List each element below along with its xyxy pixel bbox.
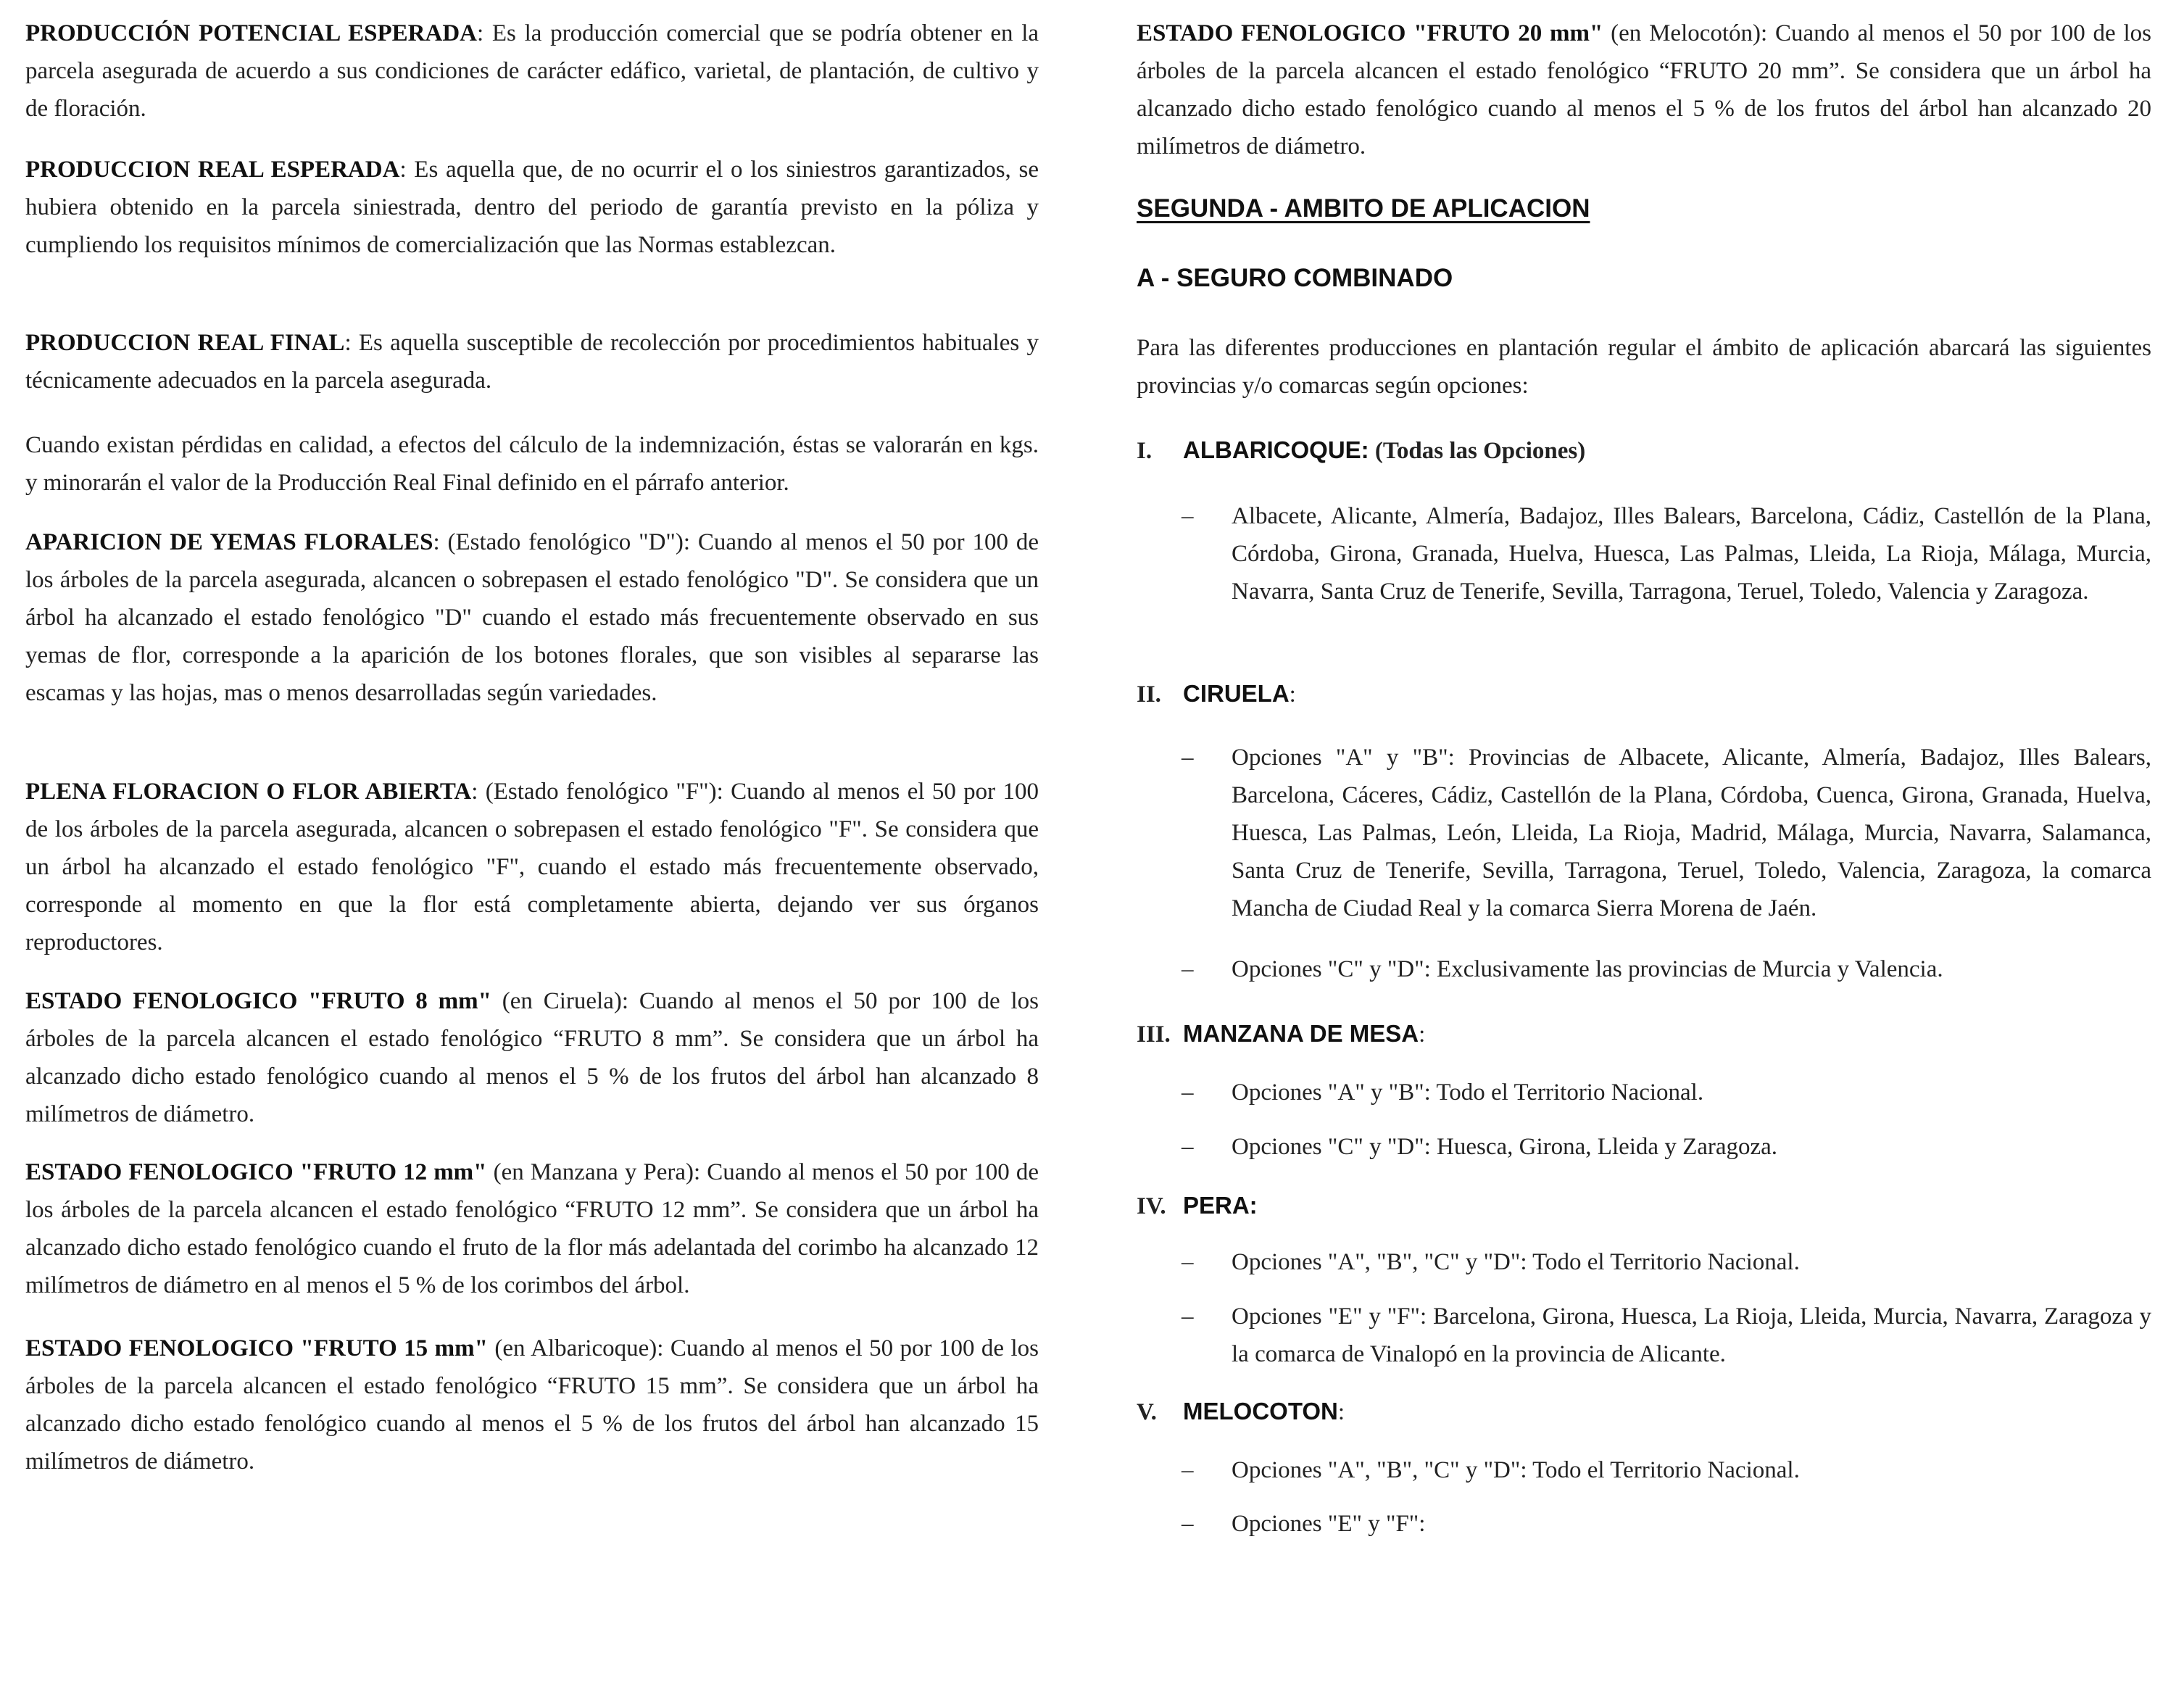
section-number: IV.: [1137, 1193, 1166, 1219]
subsection-title: A - SEGURO COMBINADO: [1137, 264, 1453, 292]
list-item: [1182, 1128, 2151, 1166]
section-name: MELOCOTON: [1183, 1398, 1338, 1425]
term: PRODUCCIÓN POTENCIAL ESPERADA: [25, 20, 477, 46]
list-item-text: Opciones "A", "B", "C" y "D": Todo el Territorio Nacional.: [1232, 1457, 1800, 1483]
list-item-text: Opciones "A", "B", "C" y "D": Todo el Territorio Nacional.: [1232, 1249, 1800, 1275]
definition-text: (en Manzana y Pera): Cuando al menos el 50 por 100 de los árboles de la parcela alcancen el estado fenológico “FRUTO 12 mm”. Se considera que un árbol ha alcanzado dicho estado fenológico cuando el fruto de la flor más adelantada del corimbo ha alcanzado 12 milímetros de diámetro en al menos el 5 % de los corimbos del árbol.: [25, 1159, 1039, 1298]
term: PLENA FLORACION O FLOR ABIERTA: [25, 779, 472, 805]
dash-bullet: –: [1182, 956, 1194, 982]
section-pera: [1137, 1187, 1258, 1225]
section-number: II.: [1137, 681, 1161, 708]
term: ESTADO FENOLOGICO "FRUTO 8 mm": [25, 988, 491, 1014]
section-number: III.: [1137, 1021, 1171, 1048]
list-item: [1182, 1505, 2151, 1543]
definition-paragraph: [25, 324, 1039, 399]
dash-bullet: –: [1182, 1511, 1194, 1537]
dash-bullet: –: [1182, 1457, 1194, 1483]
paragraph: [25, 426, 1039, 502]
list-item-text: Opciones "E" y "F": Barcelona, Girona, Huesca, La Rioja, Lleida, Murcia, Navarra, Zaragoza y la comarca de Vinalopó en la provincia de Alicante.: [1232, 1303, 2151, 1367]
section-melocoton: [1137, 1393, 1345, 1431]
term: PRODUCCION REAL ESPERADA: [25, 157, 400, 183]
list-item: [1182, 1243, 2151, 1281]
lead-paragraph: Para las diferentes producciones en plantación regular el ámbito de aplicación abarcará las siguientes provincias y/o comarcas según opciones:: [1137, 335, 2151, 399]
list-item-text: Opciones "A" y "B": Provincias de Albacete, Alicante, Almería, Badajoz, Illes Balears, Barcelona, Cáceres, Cádiz, Castellón de la Plana, Córdoba, Cuenca, Girona, Granada, Huelva, Huesca, Las Palmas, León, Lleida, La Rioja, Madrid, Málaga, Murcia, Navarra, Salamanca, Santa Cruz de Tenerife, Sevilla, Tarragona, Teruel, Toledo, Valencia, Zaragoza, la comarca Mancha de Ciudad Real y la comarca Sierra Morena de Jaén.: [1232, 745, 2151, 921]
definition-text: (en Albaricoque): Cuando al menos el 50 por 100 de los árboles de la parcela alcancen el estado fenológico “FRUTO 15 mm”. Se considera que un árbol ha alcanzado dicho estado fenológico cuando al menos el 5 % de los frutos del árbol han alcanzado 15 milímetros de diámetro.: [25, 1335, 1039, 1475]
definition-text: (en Melocotón): Cuando al menos el 50 por 100 de los árboles de la parcela alcancen el estado fenológico “FRUTO 20 mm”. Se considera que un árbol ha alcanzado dicho estado fenológico cuando al menos el 5 % de los frutos del árbol han alcanzado 20 milímetros de diámetro.: [1137, 20, 2151, 159]
section-ciruela: [1137, 675, 1296, 713]
dash-bullet: –: [1182, 503, 1194, 529]
list-item: [1182, 739, 2151, 927]
section-name: MANZANA DE MESA: [1183, 1020, 1419, 1047]
section-note: :: [1289, 681, 1296, 708]
definition-text: : (Estado fenológico "F"): Cuando al menos el 50 por 100 de los árboles de la parcela asegurada, alcancen o sobrepasen el estado fenológico "F". Se considera que un árbol ha alcanzado el estado fenológico "F", cuando el estado más frecuentemente observado, corresponde al momento en que la flor está completamente abierta, dejando ver sus órganos reproductores.: [25, 779, 1039, 955]
definition-paragraph: [25, 1153, 1039, 1304]
dash-bullet: –: [1182, 1303, 1194, 1330]
section-number: I.: [1137, 438, 1153, 464]
section-note: :: [1337, 1399, 1345, 1425]
list-item: [1182, 1074, 2151, 1111]
dash-bullet: –: [1182, 745, 1194, 771]
paragraph-text: Cuando existan pérdidas en calidad, a efectos del cálculo de la indemnización, éstas se valorarán en kgs. y minorarán el valor de la Producción Real Final definido en el párrafo anterior.: [25, 432, 1039, 496]
list-item: [1182, 1451, 2151, 1489]
section-number: V.: [1137, 1399, 1157, 1425]
definition-paragraph: [25, 1330, 1039, 1480]
section-note: :: [1419, 1021, 1426, 1048]
definition-paragraph: [25, 151, 1039, 264]
list-item: [1182, 950, 2151, 988]
dash-bullet: –: [1182, 1079, 1194, 1106]
term: ESTADO FENOLOGICO "FRUTO 12 mm": [25, 1159, 487, 1185]
definition-paragraph: [25, 14, 1039, 128]
section-albaricoque: [1137, 431, 1585, 470]
definition-text: : Es aquella que, de no ocurrir el o los siniestros garantizados, se hubiera obtenido en la parcela siniestrada, dentro del periodo de garantía previsto en la póliza y cumpliendo los requisitos mínimos de comercialización que las Normas establezcan.: [25, 157, 1039, 258]
section-title: SEGUNDA - AMBITO DE APLICACION: [1137, 194, 1590, 223]
section-name: ALBARICOQUE:: [1183, 436, 1369, 463]
term: APARICION DE YEMAS FLORALES: [25, 529, 433, 555]
term: ESTADO FENOLOGICO "FRUTO 15 mm": [25, 1335, 488, 1361]
term: ESTADO FENOLOGICO "FRUTO 20 mm": [1137, 20, 1603, 46]
list-item-text: Opciones "C" y "D": Huesca, Girona, Lleida y Zaragoza.: [1232, 1134, 1778, 1160]
list-item-text: Opciones "E" y "F":: [1232, 1511, 1426, 1537]
dash-bullet: –: [1182, 1134, 1194, 1160]
list-item: [1182, 1298, 2151, 1373]
section-manzana: [1137, 1015, 1425, 1053]
list-item-text: Albacete, Alicante, Almería, Badajoz, Illes Balears, Barcelona, Cádiz, Castellón de la Plana, Córdoba, Girona, Granada, Huelva, Huesca, Las Palmas, Lleida, La Rioja, Málaga, Murcia, Navarra, Santa Cruz de Tenerife, Sevilla, Tarragona, Teruel, Toledo, Valencia y Zaragoza.: [1232, 503, 2151, 605]
definition-text: : Es aquella susceptible de recolección por procedimientos habituales y técnicamente adecuados en la parcela asegurada.: [25, 330, 1039, 394]
list-item-text: Opciones "A" y "B": Todo el Territorio Nacional.: [1232, 1079, 1704, 1106]
dash-bullet: –: [1182, 1249, 1194, 1275]
list-item: [1182, 497, 2151, 610]
section-note: (Todas las Opciones): [1369, 438, 1586, 464]
definition-paragraph: [25, 982, 1039, 1133]
definition-paragraph: [25, 773, 1039, 961]
definition-text: : Es la producción comercial que se podría obtener en la parcela asegurada de acuerdo a sus condiciones de carácter edáfico, varietal, de plantación, de cultivo y de floración.: [25, 20, 1039, 122]
definition-paragraph: [1137, 14, 2151, 165]
definition-text: : (Estado fenológico "D"): Cuando al menos el 50 por 100 de los árboles de la parcela asegurada, alcancen o sobrepasen el estado fenológico "D". Se considera que un árbol ha alcanzado el estado fenológico "D" cuando el estado más frecuentemente observado en sus yemas de flor, corresponde a la aparición de los botones florales, que son visibles al separarse las escamas y las hojas, mas o menos desarrolladas según variedades.: [25, 529, 1039, 706]
definition-text: (en Ciruela): Cuando al menos el 50 por 100 de los árboles de la parcela alcancen el estado fenológico “FRUTO 8 mm”. Se considera que un árbol ha alcanzado dicho estado fenológico cuando al menos el 5 % de los frutos del árbol han alcanzado 8 milímetros de diámetro.: [25, 988, 1039, 1127]
section-name: PERA:: [1183, 1192, 1258, 1219]
definition-paragraph: [25, 523, 1039, 712]
section-name: CIRUELA: [1183, 680, 1290, 707]
list-item-text: Opciones "C" y "D": Exclusivamente las provincias de Murcia y Valencia.: [1232, 956, 1943, 982]
term: PRODUCCION REAL FINAL: [25, 330, 345, 356]
